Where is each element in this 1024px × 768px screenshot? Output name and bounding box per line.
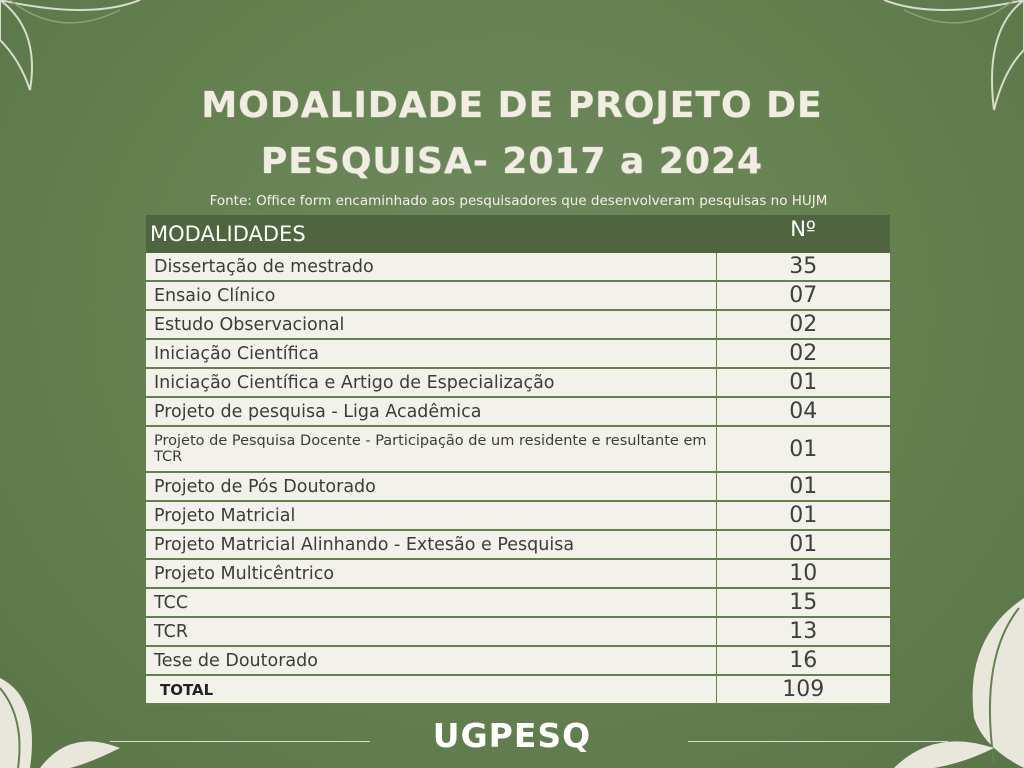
row-value: 15 — [716, 588, 890, 617]
row-label: TCR — [146, 617, 716, 646]
row-value: 35 — [716, 253, 890, 281]
row-value: 01 — [716, 501, 890, 530]
table-row — [146, 253, 890, 281]
row-value: 13 — [716, 617, 890, 646]
title-line-1: MODALIDADE DE PROJETO DE — [201, 85, 823, 126]
total-row — [146, 675, 890, 704]
table-row — [146, 310, 890, 339]
row-value: 07 — [716, 281, 890, 310]
table-row — [146, 472, 890, 501]
table-row — [146, 617, 890, 646]
row-label: Iniciação Científica e Artigo de Especialização — [146, 368, 716, 397]
row-label: Projeto Matricial Alinhando - Extesão e Pesquisa — [146, 530, 716, 559]
row-value: 16 — [716, 646, 890, 675]
row-value: 01 — [716, 472, 890, 501]
row-value: 01 — [716, 426, 890, 472]
table-row — [146, 530, 890, 559]
row-value: 10 — [716, 559, 890, 588]
row-label: TCC — [146, 588, 716, 617]
page-title — [0, 78, 1024, 190]
table-row — [146, 501, 890, 530]
table-row — [146, 559, 890, 588]
row-label: Projeto de Pesquisa Docente - Participação de um residente e resultante em TCR — [146, 426, 716, 472]
table-row — [146, 426, 890, 472]
row-label: Dissertação de mestrado — [146, 253, 716, 281]
footer-brand: UGPESQ — [432, 716, 592, 755]
row-label: Tese de Doutorado — [146, 646, 716, 675]
header-modalidades: MODALIDADES — [146, 215, 716, 253]
row-value: 01 — [716, 530, 890, 559]
row-value: 02 — [716, 310, 890, 339]
table-row — [146, 588, 890, 617]
table-row — [146, 281, 890, 310]
modalidades-table — [146, 215, 890, 705]
total-value: 109 — [716, 675, 890, 704]
source-note: Fonte: Office form encaminhado aos pesquisadores que desenvolveram pesquisas no HUJM — [209, 193, 828, 209]
row-label: Iniciação Científica — [146, 339, 716, 368]
table-row — [146, 339, 890, 368]
header-number: Nº — [716, 215, 890, 253]
total-label: TOTAL — [146, 675, 716, 704]
table-row — [146, 397, 890, 426]
row-label: Ensaio Clínico — [146, 281, 716, 310]
table-header-row — [146, 215, 890, 253]
table-row — [146, 646, 890, 675]
row-label: Projeto de pesquisa - Liga Acadêmica — [146, 397, 716, 426]
row-label: Projeto Multicêntrico — [146, 559, 716, 588]
row-label: Estudo Observacional — [146, 310, 716, 339]
row-label: Projeto de Pós Doutorado — [146, 472, 716, 501]
row-label: Projeto Matricial — [146, 501, 716, 530]
row-value: 01 — [716, 368, 890, 397]
title-line-2: PESQUISA- 2017 a 2024 — [260, 141, 764, 182]
row-value: 04 — [716, 397, 890, 426]
table-row — [146, 368, 890, 397]
row-value: 02 — [716, 339, 890, 368]
